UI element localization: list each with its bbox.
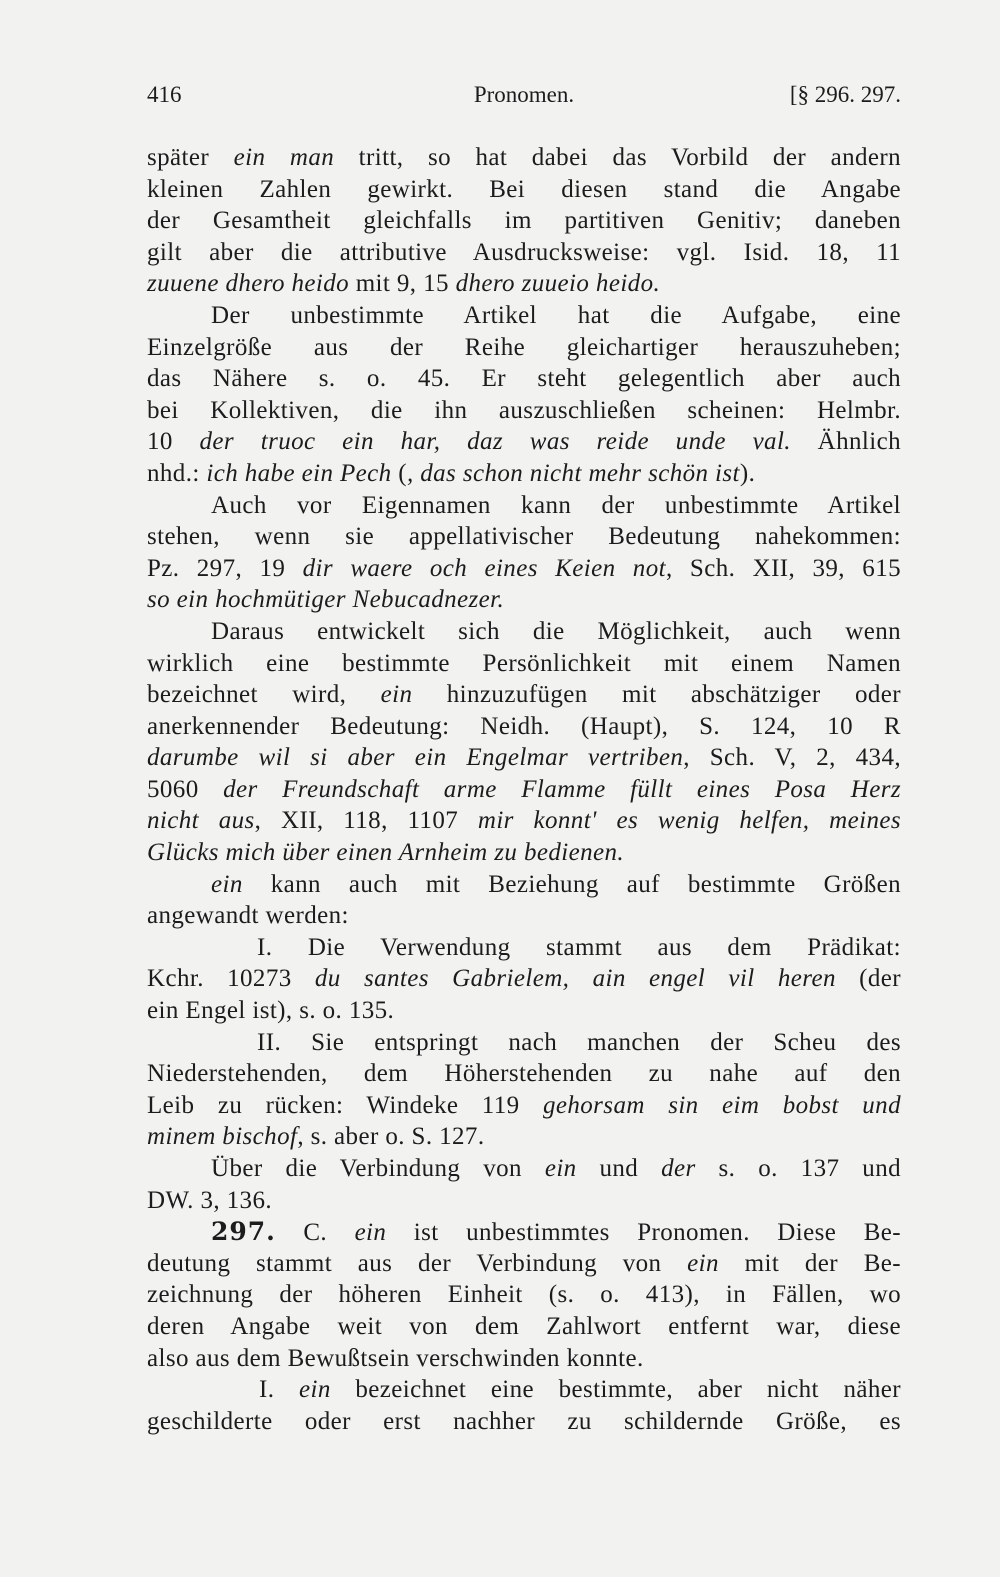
running-title: Pronomen. xyxy=(473,82,575,107)
text-run: ). xyxy=(739,459,756,487)
text-run: 10 xyxy=(147,428,200,456)
text-line xyxy=(147,869,901,901)
text-run: Pz. 297, 19 xyxy=(147,554,303,582)
text-line xyxy=(147,490,901,522)
italic-citation: der xyxy=(661,1155,696,1182)
text-run: DW. 3, 136. xyxy=(147,1186,273,1214)
text-line xyxy=(147,205,901,237)
text-run: und xyxy=(576,1155,662,1182)
text-run: das Nähere s. o. 45. Er steht gelegentlich aber auch xyxy=(147,365,901,393)
text-run: geschilderte oder erst nachher zu schildernde Größe, es xyxy=(147,1407,901,1435)
text-run: bezeichnet eine bestimmte, aber nicht näher xyxy=(330,1376,901,1404)
text-run: später xyxy=(147,144,234,171)
text-line xyxy=(147,1216,901,1248)
text-line xyxy=(147,395,901,427)
text-line xyxy=(147,426,901,458)
text-line xyxy=(147,1121,901,1153)
italic-citation: so ein hochmütiger Nebucadnezer. xyxy=(147,586,505,614)
text-run: nhd.: xyxy=(147,459,207,487)
text-line xyxy=(147,1090,901,1122)
text-line xyxy=(147,174,901,206)
text-run: hinzuzufügen mit abschätziger oder xyxy=(412,681,902,709)
text-run: mit der Be- xyxy=(718,1249,902,1277)
italic-citation: der truoc ein har, daz was reide unde val. xyxy=(199,428,791,456)
text-run: Niederstehenden, dem Höherstehenden zu nahe auf den xyxy=(147,1060,901,1088)
section-number: 297. xyxy=(211,1217,276,1247)
text-line xyxy=(147,584,901,616)
text-line xyxy=(147,963,901,995)
text-line xyxy=(147,268,901,300)
text-line xyxy=(147,1406,901,1438)
text-run: bei Kollektiven, die ihn auszuschließen scheinen: Helmbr. xyxy=(147,396,901,424)
text-line xyxy=(147,1027,901,1059)
italic-citation: dhero zuueio heido. xyxy=(455,270,661,298)
text-line xyxy=(147,932,901,964)
text-line xyxy=(147,837,901,869)
italic-citation: ein xyxy=(211,870,243,898)
italic-citation: gehorsam sin eim bobst und xyxy=(542,1091,901,1119)
text-run: II. Sie entspringt nach manchen der Scheu des xyxy=(257,1028,901,1056)
text-run: , XII, 118, 1107 xyxy=(254,807,478,835)
text-run: Auch vor Eigennamen kann der unbestimmte Artikel xyxy=(211,491,901,519)
italic-citation: minem bischof xyxy=(147,1123,298,1151)
text-line xyxy=(147,1185,901,1217)
text-line xyxy=(147,142,901,174)
italic-citation: , das schon nicht mehr schön ist xyxy=(406,459,740,487)
text-run: angewandt werden: xyxy=(147,902,349,930)
text-run: deutung stammt aus der Verbindung von xyxy=(147,1249,688,1277)
text-run: Leib zu rücken: Windeke 119 xyxy=(147,1091,543,1119)
italic-citation: dir waere och eines Keien not xyxy=(302,554,666,582)
text-run: I. xyxy=(259,1376,299,1404)
text-run: C. xyxy=(275,1219,355,1247)
italic-citation: zuuene dhero heido xyxy=(147,270,350,298)
text-run: ( xyxy=(391,459,407,487)
italic-citation: ein man xyxy=(233,144,335,171)
text-run: Daraus entwickelt sich die Möglichkeit, auch wenn xyxy=(211,617,901,645)
text-line xyxy=(147,648,901,680)
italic-citation: ein xyxy=(687,1249,719,1277)
text-line xyxy=(147,300,901,332)
text-run: 5060 xyxy=(147,775,224,803)
text-line xyxy=(147,521,901,553)
text-run: , Sch. V, 2, 434, xyxy=(683,744,901,772)
running-header xyxy=(147,82,901,122)
section-reference: [§ 296. 297. xyxy=(789,82,901,107)
text-run: bezeichnet wird, xyxy=(147,681,381,709)
italic-citation: ein xyxy=(380,681,413,709)
text-run: (der xyxy=(835,965,901,993)
text-line xyxy=(147,679,901,711)
text-run: wirklich eine bestimmte Persönlichkeit mit einem Namen xyxy=(147,649,901,677)
text-run: Kchr. 10273 xyxy=(147,965,315,993)
text-run: anerkennender Bedeutung: Neidh. (Haupt), S. 124, 10 R xyxy=(147,712,901,740)
text-run: mit 9, 15 xyxy=(349,270,456,298)
text-line xyxy=(147,900,901,932)
text-run: zeichnung der höheren Einheit (s. o. 413), in Fällen, wo xyxy=(147,1281,901,1309)
italic-citation: darumbe wil si aber ein Engelmar vertriben xyxy=(147,744,684,772)
text-run: Über die Verbindung von xyxy=(211,1155,545,1182)
text-line xyxy=(147,1279,901,1311)
text-run: Einzelgröße aus der Reihe gleichartiger herauszuheben; xyxy=(147,333,901,361)
text-line xyxy=(147,805,901,837)
text-run: I. Die Verwendung stammt aus dem Prädikat: xyxy=(257,933,901,961)
text-line xyxy=(147,616,901,648)
italic-citation: du santes Gabrielem, ain engel vil heren xyxy=(314,965,836,993)
text-run: der Gesamtheit gleichfalls im partitiven Genitiv; daneben xyxy=(147,207,901,235)
text-line xyxy=(147,1311,901,1343)
text-line xyxy=(147,1153,901,1185)
text-run: ein Engel ist), s. o. 135. xyxy=(147,997,395,1025)
body-text xyxy=(147,142,901,1437)
text-line xyxy=(147,774,901,806)
text-run: Der unbestimmte Artikel hat die Aufgabe, eine xyxy=(211,301,901,329)
text-line xyxy=(147,1374,901,1406)
text-run: kann auch mit Beziehung auf bestimmte Größen xyxy=(242,870,901,898)
text-run: also aus dem Bewußtsein verschwinden konnte. xyxy=(147,1344,644,1372)
text-run: s. o. 137 und xyxy=(695,1155,901,1182)
text-run: kleinen Zahlen gewirkt. Bei diesen stand die Angabe xyxy=(147,175,901,203)
text-line xyxy=(147,553,901,585)
text-line xyxy=(147,458,901,490)
text-run: tritt, so hat dabei das Vorbild der andern xyxy=(334,144,901,171)
text-line xyxy=(147,1058,901,1090)
text-line xyxy=(147,1343,901,1375)
text-run: stehen, wenn sie appellativischer Bedeutung nahekommen: xyxy=(147,523,901,551)
italic-citation: mir konnt' es wenig helfen, meines xyxy=(477,807,901,835)
text-run: gilt aber die attributive Ausdrucksweise: vgl. Isid. 18, 11 xyxy=(147,238,901,266)
text-run: , Sch. XII, 39, 615 xyxy=(665,554,901,582)
italic-citation: ich habe ein Pech xyxy=(206,459,392,487)
text-run: deren Angabe weit von dem Zahlwort entfernt war, diese xyxy=(147,1312,901,1340)
italic-citation: ein xyxy=(298,1376,331,1404)
page-number: 416 xyxy=(147,82,182,107)
text-line xyxy=(147,1248,901,1280)
text-run: , s. aber o. S. 127. xyxy=(297,1123,485,1151)
text-line xyxy=(147,363,901,395)
italic-citation: Glücks mich über einen Arnheim zu bedienen. xyxy=(147,839,625,867)
text-run: Ähnlich xyxy=(790,428,902,456)
italic-citation: der Freundschaft arme Flamme füllt eines Posa Herz xyxy=(223,775,901,803)
italic-citation: nicht aus xyxy=(147,807,255,835)
text-line xyxy=(147,237,901,269)
italic-citation: ein xyxy=(354,1219,387,1247)
text-line xyxy=(147,742,901,774)
text-line xyxy=(147,332,901,364)
italic-citation: ein xyxy=(544,1155,577,1182)
text-run: ist unbestimmtes Pronomen. Diese Be- xyxy=(386,1219,901,1247)
text-line xyxy=(147,711,901,743)
text-line xyxy=(147,995,901,1027)
